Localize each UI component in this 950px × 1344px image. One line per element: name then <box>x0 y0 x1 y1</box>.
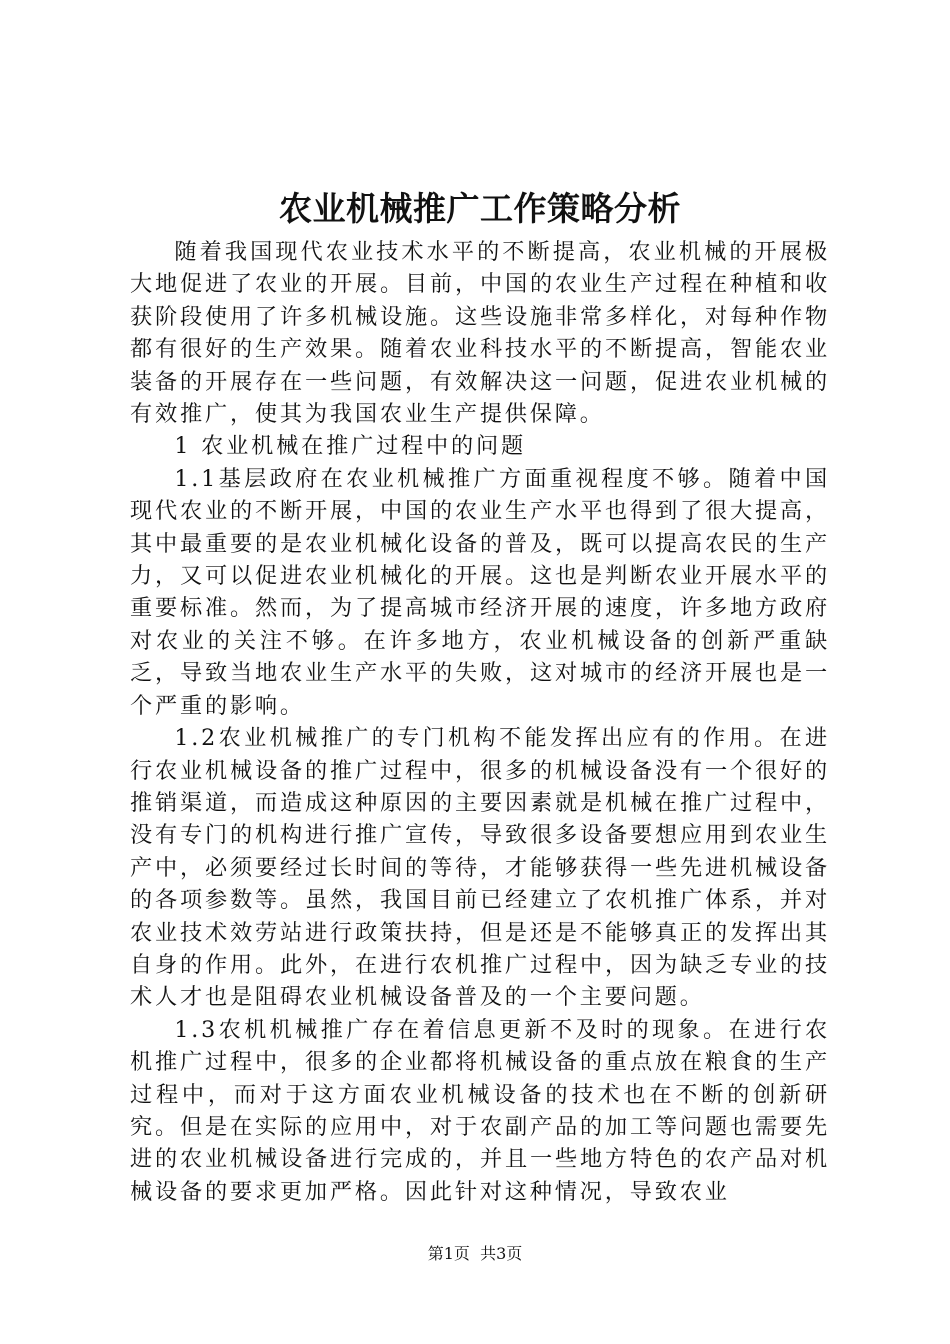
paragraph-1-1: 1.1基层政府在农业机械推广方面重视程度不够。随着中国现代农业的不断开展，中国的农业生产水平也得到了很大提高，其中最重要的是农业机械化设备的普及，既可以提高农民的生产力，又可以促进农业机械化的开展。这也是判断农业开展水平的重要标准。然而，为了提高城市经济开展的速度，许多地方政府对农业的关注不够。在许多地方，农业机械设备的创新严重缺乏，导致当地农业生产水平的失败，这对城市的经济开展也是一个严重的影响。 <box>130 465 830 719</box>
page-number-label: 第1页 共3页 <box>427 1244 523 1263</box>
paragraph-1-3: 1.3农机机械推广存在着信息更新不及时的现象。在进行农机推广过程中，很多的企业都将机械设备的重点放在粮食的生产过程中，而对于这方面农业机械设备的技术也在不断的创新研究。但是在实际的应用中，对于农副产品的加工等问题也需要先进的农业机械设备进行完成的，并且一些地方特色的农产品对机械设备的要求更加严格。因此针对这种情况，导致农业 <box>130 1016 830 1205</box>
paragraph-1-2: 1.2农业机械推广的专门机构不能发挥出应有的作用。在进行农业机械设备的推广过程中，很多的机械设备没有一个很好的推销渠道，而造成这种原因的主要因素就是机械在推广过程中，没有专门的机构进行推广宣传，导致很多设备要想应用到农业生产中，必须要经过长时间的等待，才能够获得一些先进机械设备的各项参数等。虽然，我国目前已经建立了农机推广体系，并对农业技术效劳站进行政策扶持，但是还是不能够真正的发挥出其自身的作用。此外，在进行农机推广过程中，因为缺乏专业的技术人才也是阻碍农业机械设备普及的一个主要问题。 <box>130 725 830 1011</box>
paragraph-intro: 随着我国现代农业技术水平的不断提高，农业机械的开展极大地促进了农业的开展。目前，中国的农业生产过程在种植和收获阶段使用了许多机械设施。这些设施非常多样化，对每种作物都有很好的生产效果。随着农业科技水平的不断提高，智能农业装备的开展存在一些问题，有效解决这一问题，促进农业机械的有效推广，使其为我国农业生产提供保障。 <box>130 239 830 428</box>
section-heading-1: 1 农业机械在推广过程中的问题 <box>174 433 526 460</box>
page-footer <box>0 1243 950 1265</box>
document-body <box>130 236 830 1208</box>
document-title: 农业机械推广工作策略分析 <box>279 189 681 228</box>
